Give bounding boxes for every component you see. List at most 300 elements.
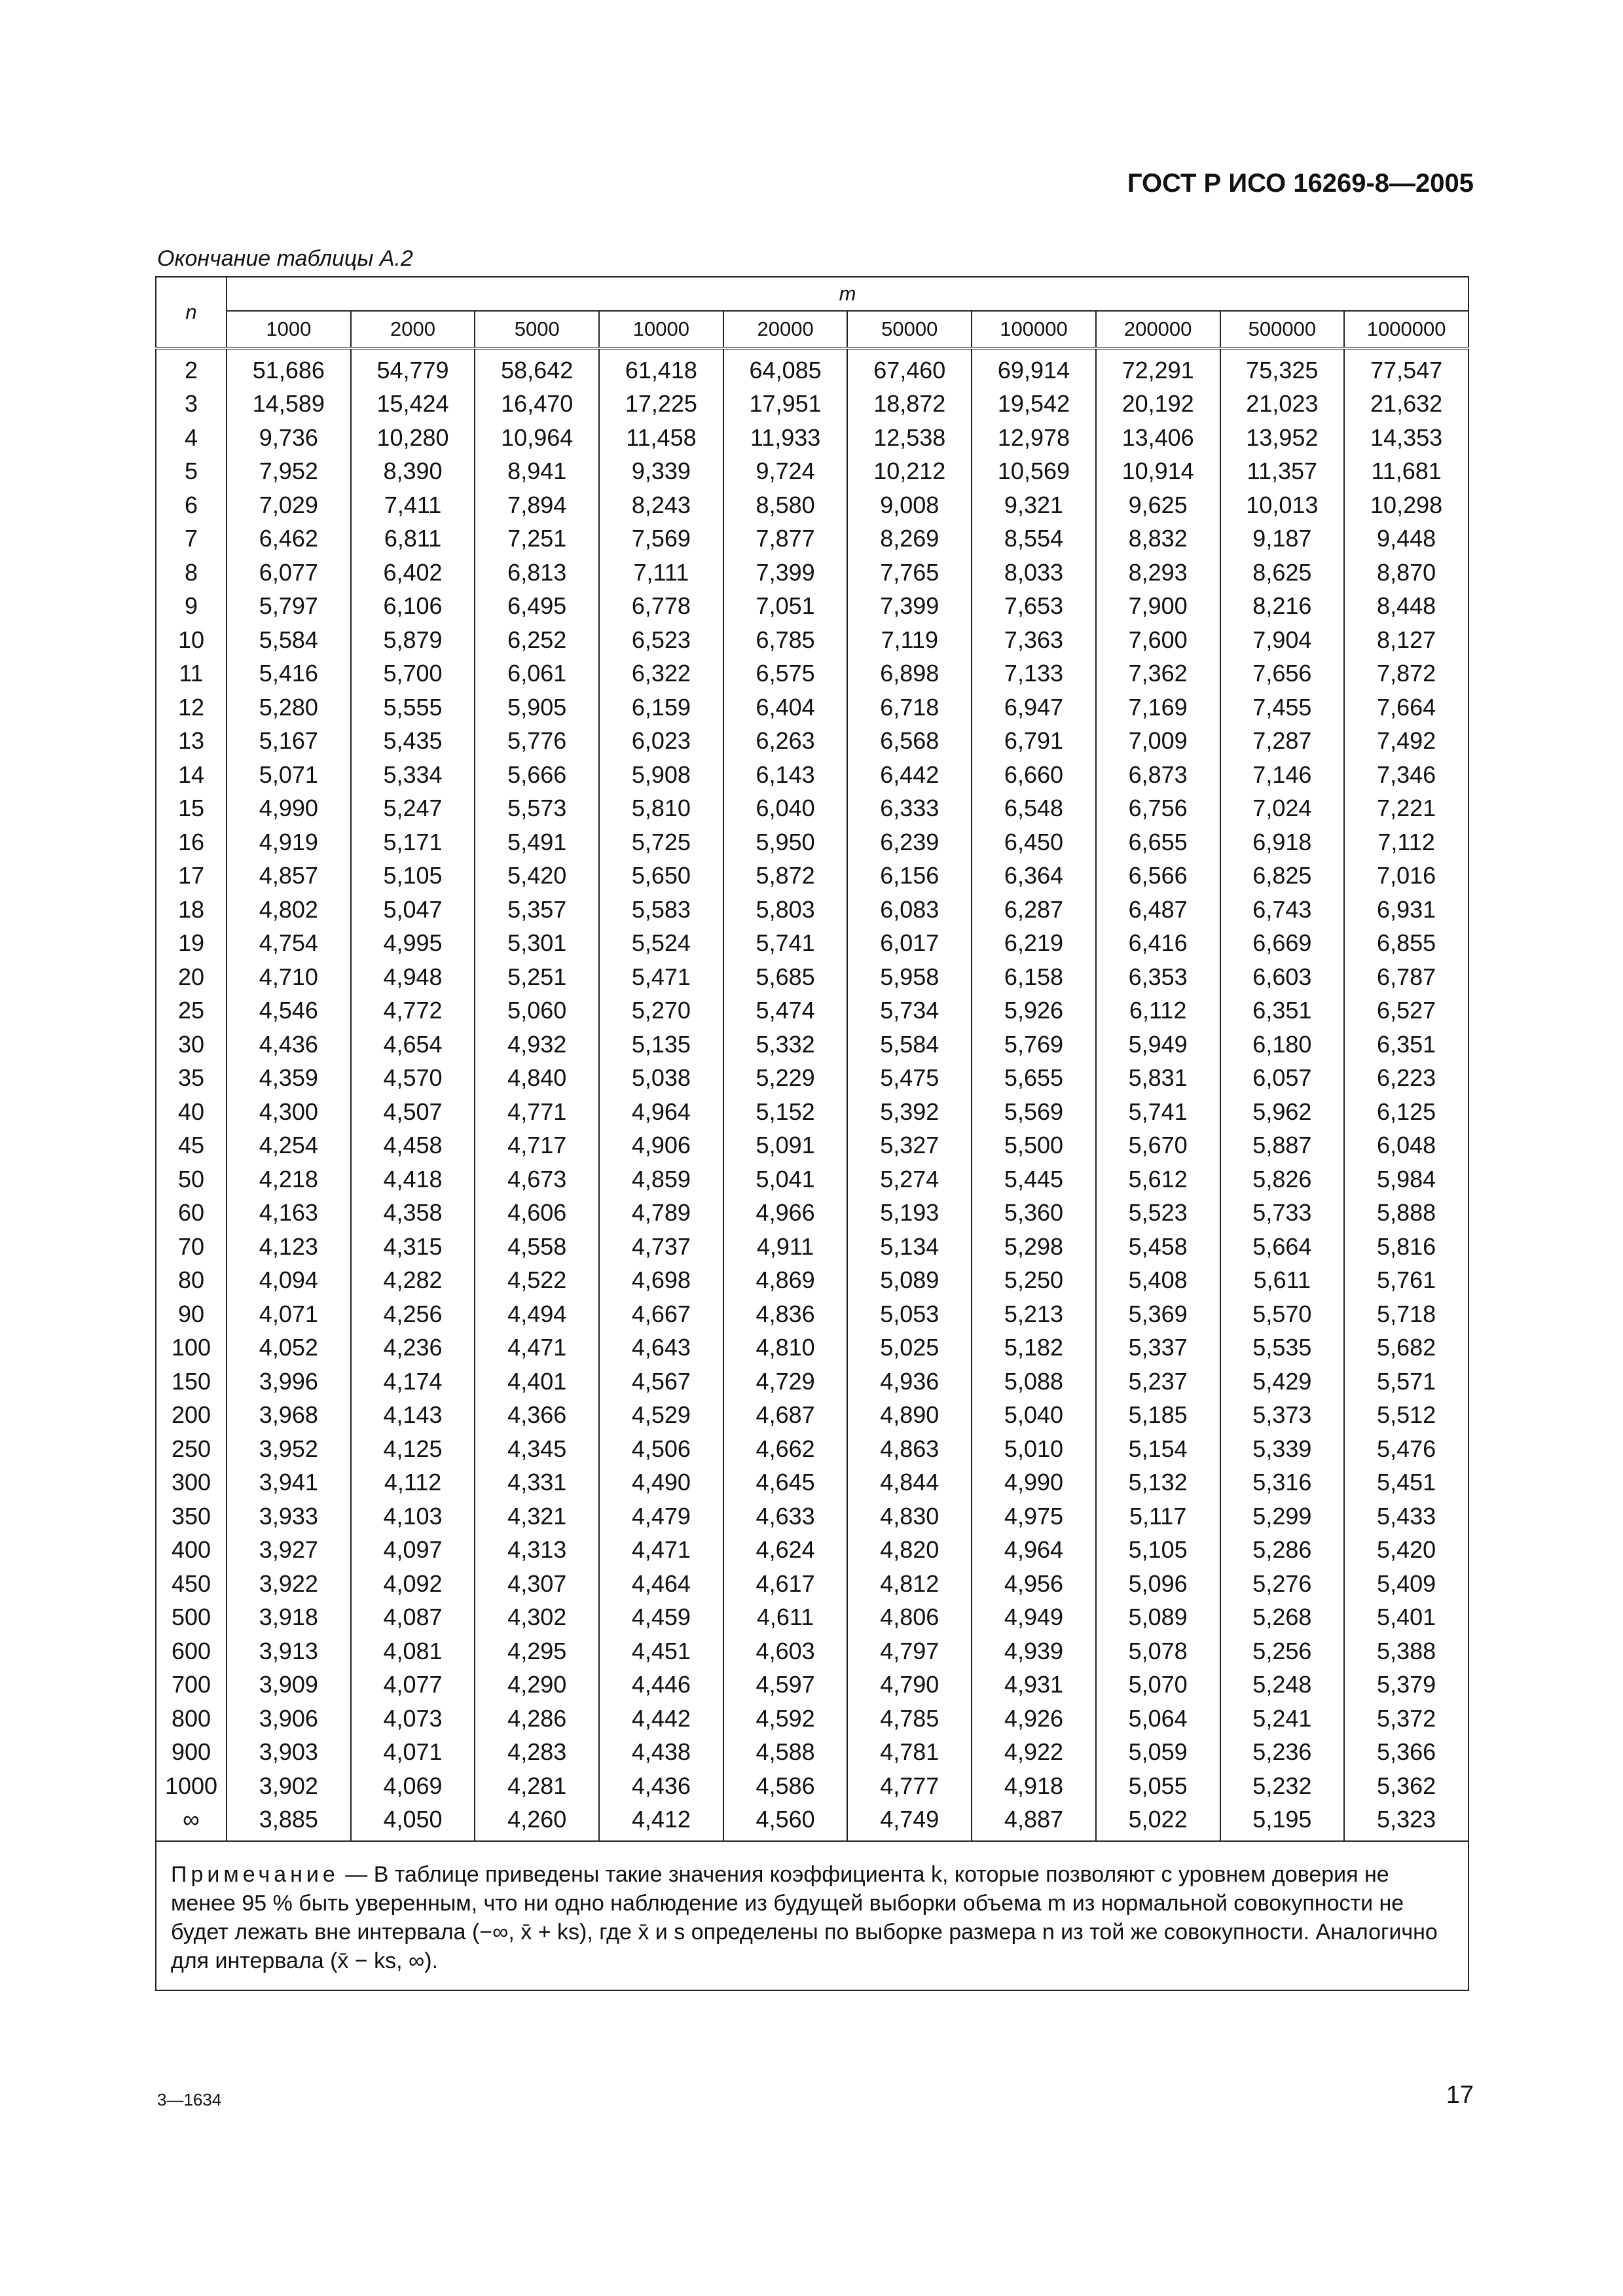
table-cell: 5,725 — [599, 825, 723, 859]
table-cell: 8,390 — [351, 455, 475, 489]
table-cell: 5,476 — [1344, 1432, 1468, 1466]
row-label-n: 700 — [156, 1668, 227, 1702]
table-cell: 4,633 — [723, 1499, 848, 1534]
table-cell: 9,008 — [847, 488, 972, 522]
table-cell: 6,023 — [599, 725, 723, 759]
table-cell: 4,710 — [227, 960, 351, 994]
table-cell: 4,236 — [351, 1331, 475, 1365]
table-row — [156, 1736, 1468, 1770]
table-cell: 6,159 — [599, 691, 723, 725]
table-row — [156, 1702, 1468, 1736]
table-cell: 4,442 — [599, 1702, 723, 1736]
table-cell: 5,718 — [1344, 1297, 1468, 1331]
table-row — [156, 1162, 1468, 1196]
table-cell: 7,872 — [1344, 657, 1468, 691]
table-cell: 5,038 — [599, 1062, 723, 1096]
table-cell: 6,351 — [1220, 994, 1345, 1028]
table-cell: 6,450 — [972, 825, 1096, 859]
table-cell: 4,966 — [723, 1196, 848, 1230]
table-cell: 9,339 — [599, 455, 723, 489]
table-row — [156, 927, 1468, 961]
table-cell: 7,029 — [227, 488, 351, 522]
table-cell: 4,797 — [847, 1634, 972, 1668]
table-cell: 6,017 — [847, 927, 972, 961]
table-cell: 4,789 — [599, 1196, 723, 1230]
table-cell: 5,803 — [723, 893, 848, 927]
table-cell: 3,903 — [227, 1736, 351, 1770]
footer-code: 3—1634 — [157, 2090, 222, 2109]
table-cell: 5,251 — [475, 960, 599, 994]
table-cell: 4,321 — [475, 1499, 599, 1534]
table-cell: 5,573 — [475, 792, 599, 826]
table-cell: 4,546 — [227, 994, 351, 1028]
table-row — [156, 725, 1468, 759]
table-cell: 5,435 — [351, 725, 475, 759]
table-cell: 5,831 — [1096, 1062, 1220, 1096]
table-cell: 4,926 — [972, 1702, 1096, 1736]
row-label-n: 15 — [156, 792, 227, 826]
row-label-n: 70 — [156, 1230, 227, 1264]
column-header: 50000 — [847, 311, 972, 348]
table-cell: 5,171 — [351, 825, 475, 859]
table-cell: 6,077 — [227, 556, 351, 590]
table-cell: 5,280 — [227, 691, 351, 725]
table-cell: 8,625 — [1220, 556, 1345, 590]
table-cell: 4,777 — [847, 1769, 972, 1803]
table-row — [156, 1399, 1468, 1433]
table-cell: 8,580 — [723, 488, 848, 522]
table-cell: 67,460 — [847, 348, 972, 387]
table-cell: 4,560 — [723, 1803, 848, 1842]
table-cell: 4,781 — [847, 1736, 972, 1770]
table-cell: 6,219 — [972, 927, 1096, 961]
table-cell: 4,592 — [723, 1702, 848, 1736]
table-cell: 6,523 — [599, 623, 723, 657]
table-cell: 10,013 — [1220, 488, 1345, 522]
table-cell: 4,673 — [475, 1162, 599, 1196]
row-label-n: 3 — [156, 387, 227, 422]
row-label-n: 17 — [156, 859, 227, 893]
table-cell: 6,057 — [1220, 1062, 1345, 1096]
table-cell: 5,569 — [972, 1095, 1096, 1129]
table-cell: 8,870 — [1344, 556, 1468, 590]
table-cell: 5,761 — [1344, 1264, 1468, 1298]
column-header: 2000 — [351, 311, 475, 348]
table-cell: 5,089 — [847, 1264, 972, 1298]
row-label-n: 14 — [156, 758, 227, 792]
table-cell: 5,734 — [847, 994, 972, 1028]
table-cell: 5,733 — [1220, 1196, 1345, 1230]
column-header: 20000 — [723, 311, 848, 348]
table-cell: 5,229 — [723, 1062, 848, 1096]
table-cell: 6,252 — [475, 623, 599, 657]
table-cell: 5,949 — [1096, 1028, 1220, 1062]
table-cell: 5,117 — [1096, 1499, 1220, 1534]
table-cell: 6,462 — [227, 522, 351, 556]
document-header-title: ГОСТ Р ИСО 16269-8—2005 — [1127, 169, 1474, 198]
table-row — [156, 421, 1468, 455]
table-cell: 6,778 — [599, 590, 723, 624]
table-cell: 4,931 — [972, 1668, 1096, 1702]
table-cell: 10,280 — [351, 421, 475, 455]
table-cell: 4,218 — [227, 1162, 351, 1196]
table-cell: 3,918 — [227, 1601, 351, 1635]
table-cell: 5,429 — [1220, 1365, 1345, 1399]
table-cell: 5,213 — [972, 1297, 1096, 1331]
table-cell: 4,307 — [475, 1567, 599, 1601]
table-cell: 4,975 — [972, 1499, 1096, 1534]
table-cell: 5,135 — [599, 1028, 723, 1062]
table-cell: 6,568 — [847, 725, 972, 759]
table-cell: 5,193 — [847, 1196, 972, 1230]
table-cell: 7,411 — [351, 488, 475, 522]
table-cell: 4,097 — [351, 1534, 475, 1568]
table-cell: 5,379 — [1344, 1668, 1468, 1702]
table-row — [156, 1230, 1468, 1264]
table-cell: 6,223 — [1344, 1062, 1468, 1096]
table-cell: 11,681 — [1344, 455, 1468, 489]
table-cell: 5,583 — [599, 893, 723, 927]
table-cell: 5,491 — [475, 825, 599, 859]
row-label-n: 2 — [156, 348, 227, 387]
table-cell: 8,216 — [1220, 590, 1345, 624]
table-cell: 54,779 — [351, 348, 475, 387]
table-body — [156, 348, 1468, 1841]
table-cell: 7,600 — [1096, 623, 1220, 657]
table-cell: 8,033 — [972, 556, 1096, 590]
table-cell: 7,569 — [599, 522, 723, 556]
table-cell: 6,106 — [351, 590, 475, 624]
table-cell: 5,332 — [723, 1028, 848, 1062]
table-cell: 6,813 — [475, 556, 599, 590]
table-cell: 6,125 — [1344, 1095, 1468, 1129]
table-row — [156, 1634, 1468, 1668]
table-cell: 4,081 — [351, 1634, 475, 1668]
table-cell: 5,471 — [599, 960, 723, 994]
table-cell: 5,105 — [1096, 1534, 1220, 1568]
table-cell: 6,898 — [847, 657, 972, 691]
table-cell: 6,263 — [723, 725, 848, 759]
table-cell: 5,337 — [1096, 1331, 1220, 1365]
table-cell: 5,078 — [1096, 1634, 1220, 1668]
table-cell: 3,913 — [227, 1634, 351, 1668]
row-label-n: ∞ — [156, 1803, 227, 1842]
row-label-n: 45 — [156, 1129, 227, 1163]
table-row — [156, 691, 1468, 725]
table-row — [156, 556, 1468, 590]
table-cell: 5,105 — [351, 859, 475, 893]
table-cell: 4,840 — [475, 1062, 599, 1096]
table-cell: 6,180 — [1220, 1028, 1345, 1062]
table-cell: 7,900 — [1096, 590, 1220, 624]
table-cell: 6,239 — [847, 825, 972, 859]
table-cell: 6,669 — [1220, 927, 1345, 961]
row-label-n: 500 — [156, 1601, 227, 1635]
table-cell: 7,399 — [723, 556, 848, 590]
table-cell: 4,331 — [475, 1466, 599, 1500]
table-cell: 5,132 — [1096, 1466, 1220, 1500]
table-cell: 6,416 — [1096, 927, 1220, 961]
table-cell: 4,990 — [227, 792, 351, 826]
table-cell: 5,232 — [1220, 1769, 1345, 1803]
table-cell: 4,345 — [475, 1432, 599, 1466]
table-cell: 4,507 — [351, 1095, 475, 1129]
table-cell: 72,291 — [1096, 348, 1220, 387]
table-cell: 5,366 — [1344, 1736, 1468, 1770]
table-row — [156, 657, 1468, 691]
table-cell: 4,810 — [723, 1331, 848, 1365]
table-cell: 5,451 — [1344, 1466, 1468, 1500]
table-cell: 5,237 — [1096, 1365, 1220, 1399]
table-cell: 5,500 — [972, 1129, 1096, 1163]
table-cell: 7,169 — [1096, 691, 1220, 725]
table-cell: 5,152 — [723, 1095, 848, 1129]
table-cell: 6,143 — [723, 758, 848, 792]
table-cell: 4,494 — [475, 1297, 599, 1331]
table-cell: 4,436 — [599, 1769, 723, 1803]
table-cell: 4,302 — [475, 1601, 599, 1635]
table-cell: 6,548 — [972, 792, 1096, 826]
table-row — [156, 994, 1468, 1028]
table-cell: 10,569 — [972, 455, 1096, 489]
row-label-n: 900 — [156, 1736, 227, 1770]
table-cell: 4,260 — [475, 1803, 599, 1842]
table-cell: 5,388 — [1344, 1634, 1468, 1668]
table-cell: 4,282 — [351, 1264, 475, 1298]
table-cell: 5,236 — [1220, 1736, 1345, 1770]
table-row — [156, 1601, 1468, 1635]
table-cell: 5,064 — [1096, 1702, 1220, 1736]
table-cell: 5,741 — [1096, 1095, 1220, 1129]
row-label-n: 450 — [156, 1567, 227, 1601]
table-cell: 3,927 — [227, 1534, 351, 1568]
table-cell: 4,256 — [351, 1297, 475, 1331]
table-cell: 13,406 — [1096, 421, 1220, 455]
row-label-n: 300 — [156, 1466, 227, 1500]
table-cell: 8,448 — [1344, 590, 1468, 624]
table-cell: 7,656 — [1220, 657, 1345, 691]
row-label-n: 1000 — [156, 1769, 227, 1803]
table-cell: 5,670 — [1096, 1129, 1220, 1163]
table-cell: 5,022 — [1096, 1803, 1220, 1842]
table-cell: 4,358 — [351, 1196, 475, 1230]
table-cell: 4,617 — [723, 1567, 848, 1601]
table-cell: 4,857 — [227, 859, 351, 893]
table-cell: 4,645 — [723, 1466, 848, 1500]
table-cell: 5,797 — [227, 590, 351, 624]
table-row — [156, 825, 1468, 859]
table-cell: 5,392 — [847, 1095, 972, 1129]
table-cell: 5,433 — [1344, 1499, 1468, 1534]
table-cell: 6,527 — [1344, 994, 1468, 1028]
table-cell: 5,905 — [475, 691, 599, 725]
row-label-n: 19 — [156, 927, 227, 961]
table-cell: 4,570 — [351, 1062, 475, 1096]
table-cell: 19,542 — [972, 387, 1096, 422]
table-cell: 4,729 — [723, 1365, 848, 1399]
row-label-n: 5 — [156, 455, 227, 489]
page-number: 17 — [1446, 2081, 1474, 2109]
table-cell: 4,313 — [475, 1534, 599, 1568]
table-cell: 4,464 — [599, 1567, 723, 1601]
row-label-n: 600 — [156, 1634, 227, 1668]
table-cell: 4,588 — [723, 1736, 848, 1770]
table-cell: 5,474 — [723, 994, 848, 1028]
table-cell: 6,404 — [723, 691, 848, 725]
table-cell: 7,894 — [475, 488, 599, 522]
table-cell: 4,990 — [972, 1466, 1096, 1500]
table-cell: 4,836 — [723, 1297, 848, 1331]
table-cell: 4,772 — [351, 994, 475, 1028]
row-label-n: 30 — [156, 1028, 227, 1062]
table-cell: 4,624 — [723, 1534, 848, 1568]
table-cell: 7,363 — [972, 623, 1096, 657]
column-header: 5000 — [475, 311, 599, 348]
table-cell: 4,830 — [847, 1499, 972, 1534]
table-cell: 3,952 — [227, 1432, 351, 1466]
column-header: 100000 — [972, 311, 1096, 348]
table-cell: 4,606 — [475, 1196, 599, 1230]
table-cell: 5,401 — [1344, 1601, 1468, 1635]
table-cell: 9,321 — [972, 488, 1096, 522]
table-cell: 4,749 — [847, 1803, 972, 1842]
table-cell: 5,872 — [723, 859, 848, 893]
table-cell: 18,872 — [847, 387, 972, 422]
row-label-n: 11 — [156, 657, 227, 691]
table-cell: 5,040 — [972, 1399, 1096, 1433]
table-cell: 16,470 — [475, 387, 599, 422]
table-cell: 4,281 — [475, 1769, 599, 1803]
table-cell: 4,174 — [351, 1365, 475, 1399]
table-row — [156, 758, 1468, 792]
table-cell: 4,964 — [599, 1095, 723, 1129]
table-cell: 5,445 — [972, 1162, 1096, 1196]
table-cell: 5,655 — [972, 1062, 1096, 1096]
table-cell: 7,051 — [723, 590, 848, 624]
table-cell: 5,053 — [847, 1297, 972, 1331]
table-cell: 6,785 — [723, 623, 848, 657]
table-cell: 4,948 — [351, 960, 475, 994]
table-cell: 6,156 — [847, 859, 972, 893]
table-cell: 6,495 — [475, 590, 599, 624]
table-cell: 5,060 — [475, 994, 599, 1028]
table-cell: 4,315 — [351, 1230, 475, 1264]
table-cell: 4,558 — [475, 1230, 599, 1264]
column-header: 10000 — [599, 311, 723, 348]
table-cell: 13,952 — [1220, 421, 1345, 455]
table-cell: 3,902 — [227, 1769, 351, 1803]
table-cell: 4,254 — [227, 1129, 351, 1163]
row-label-n: 10 — [156, 623, 227, 657]
table-cell: 5,950 — [723, 825, 848, 859]
table-cell: 5,458 — [1096, 1230, 1220, 1264]
table-cell: 4,820 — [847, 1534, 972, 1568]
table-cell: 4,771 — [475, 1095, 599, 1129]
table-cell: 4,956 — [972, 1567, 1096, 1601]
table-cell: 4,667 — [599, 1297, 723, 1331]
table-row — [156, 1264, 1468, 1298]
table-cell: 10,212 — [847, 455, 972, 489]
table-row — [156, 1331, 1468, 1365]
row-label-n: 150 — [156, 1365, 227, 1399]
table-cell: 7,765 — [847, 556, 972, 590]
table-row — [156, 893, 1468, 927]
row-label-n: 20 — [156, 960, 227, 994]
row-label-n: 8 — [156, 556, 227, 590]
table-cell: 5,167 — [227, 725, 351, 759]
table-row — [156, 859, 1468, 893]
table-cell: 4,995 — [351, 927, 475, 961]
table-cell: 4,459 — [599, 1601, 723, 1635]
table-cell: 4,412 — [599, 1803, 723, 1842]
table-cell: 4,802 — [227, 893, 351, 927]
table-cell: 11,357 — [1220, 455, 1345, 489]
table-cell: 11,458 — [599, 421, 723, 455]
table-cell: 4,471 — [475, 1331, 599, 1365]
table-cell: 8,941 — [475, 455, 599, 489]
table-row — [156, 792, 1468, 826]
table-cell: 5,685 — [723, 960, 848, 994]
table-cell: 5,154 — [1096, 1432, 1220, 1466]
table-cell: 21,632 — [1344, 387, 1468, 422]
table-cell: 4,103 — [351, 1499, 475, 1534]
table-cell: 5,571 — [1344, 1365, 1468, 1399]
table-cell: 5,879 — [351, 623, 475, 657]
row-label-n: 9 — [156, 590, 227, 624]
table-cell: 4,125 — [351, 1432, 475, 1466]
table-cell: 4,418 — [351, 1162, 475, 1196]
table-cell: 6,918 — [1220, 825, 1345, 859]
table-cell: 5,270 — [599, 994, 723, 1028]
table-cell: 5,339 — [1220, 1432, 1345, 1466]
table-cell: 4,844 — [847, 1466, 972, 1500]
table-cell: 4,300 — [227, 1095, 351, 1129]
table-cell: 5,071 — [227, 758, 351, 792]
row-label-n: 7 — [156, 522, 227, 556]
table-cell: 6,566 — [1096, 859, 1220, 893]
table-row — [156, 387, 1468, 422]
table-cell: 5,298 — [972, 1230, 1096, 1264]
table-cell: 5,887 — [1220, 1129, 1345, 1163]
table-cell: 4,936 — [847, 1365, 972, 1399]
row-label-n: 18 — [156, 893, 227, 927]
table-row — [156, 590, 1468, 624]
table-cell: 5,025 — [847, 1331, 972, 1365]
table-cell: 12,538 — [847, 421, 972, 455]
table-cell: 5,612 — [1096, 1162, 1220, 1196]
table-row — [156, 1028, 1468, 1062]
table-cell: 4,490 — [599, 1466, 723, 1500]
table-row — [156, 348, 1468, 387]
table-cell: 21,023 — [1220, 387, 1345, 422]
table-cell: 4,052 — [227, 1331, 351, 1365]
table-cell: 4,717 — [475, 1129, 599, 1163]
table-cell: 4,918 — [972, 1769, 1096, 1803]
table-cell: 4,859 — [599, 1162, 723, 1196]
column-header-row — [156, 311, 1468, 348]
table-cell: 3,885 — [227, 1803, 351, 1842]
table-cell: 69,914 — [972, 348, 1096, 387]
table-cell: 6,322 — [599, 657, 723, 691]
table-cell: 7,119 — [847, 623, 972, 657]
row-label-n: 40 — [156, 1095, 227, 1129]
table-cell: 4,436 — [227, 1028, 351, 1062]
table-cell: 5,010 — [972, 1432, 1096, 1466]
table-cell: 4,785 — [847, 1702, 972, 1736]
table-cell: 6,603 — [1220, 960, 1345, 994]
table-cell: 6,333 — [847, 792, 972, 826]
table-cell: 7,251 — [475, 522, 599, 556]
